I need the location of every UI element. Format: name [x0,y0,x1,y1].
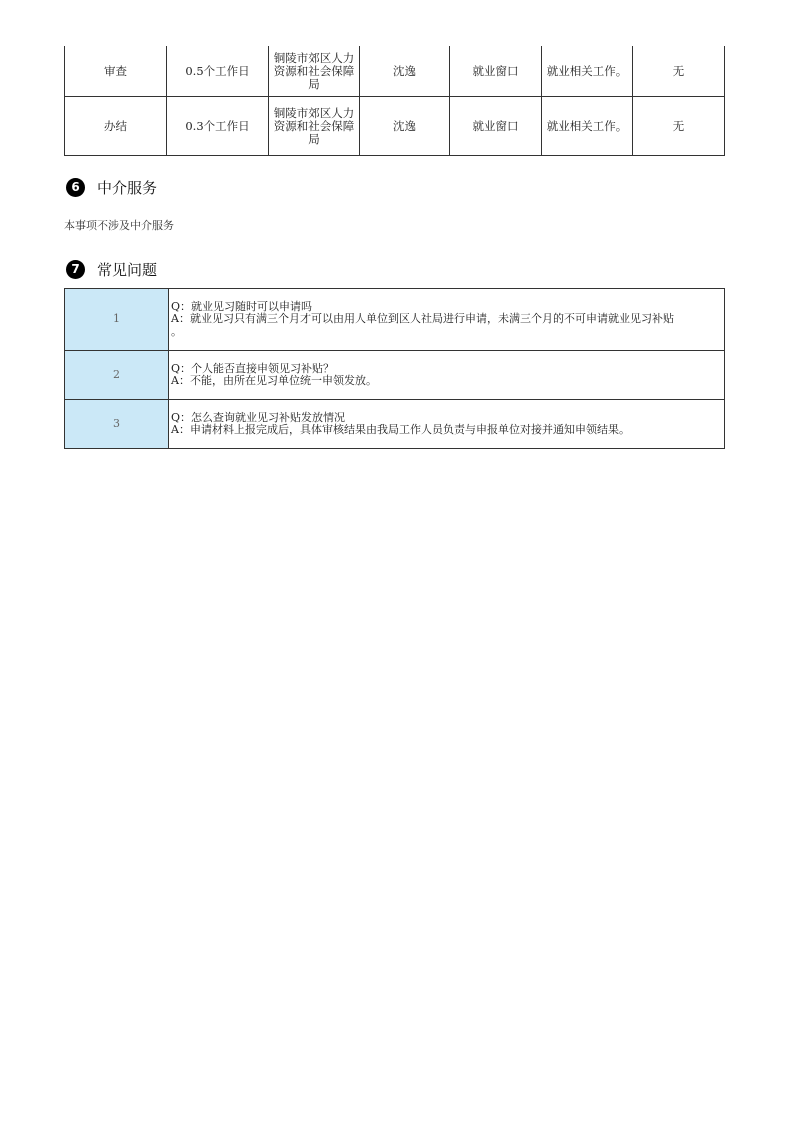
duty-cell: 就业相关工作。 [542,46,633,97]
faq-index: 2 [65,351,169,400]
faq-index: 1 [65,289,169,351]
section-heading-faq [64,258,157,280]
faq-question: Q：怎么查询就业见习补贴发放情况 [171,410,346,424]
faq-answer: A：申请材料上报完成后，具体审核结果由我局工作人员负责与申报单位对接并通知申领结果。 [171,423,630,436]
faq-content [169,289,725,351]
table-row [65,351,725,400]
faq-content [169,351,725,400]
post-cell: 就业窗口 [450,46,542,97]
faq-question: Q：个人能否直接申领见习补贴？ [171,361,335,375]
number-7-icon: 7 [66,260,85,279]
faq-table [64,288,725,449]
table-row [65,46,725,97]
person-cell: 沈逸 [360,97,450,156]
faq-content [169,400,725,449]
process-table-wrap [64,46,725,156]
duty-cell: 就业相关工作。 [542,97,633,156]
faq-answer-tail: 。 [171,324,182,338]
step-cell: 审查 [65,46,167,97]
faq-index: 3 [65,400,169,449]
person-cell: 沈逸 [360,46,450,97]
intermediary-text: 本事项不涉及中介服务 [64,219,174,232]
table-row [65,400,725,449]
step-cell: 办结 [65,97,167,156]
note-cell: 无 [633,97,725,156]
post-cell: 就业窗口 [450,97,542,156]
section-title: 中介服务 [97,178,158,197]
department-cell: 铜陵市郊区人力资源和社会保障局 [269,46,360,97]
department-cell: 铜陵市郊区人力资源和社会保障局 [269,97,360,156]
note-cell: 无 [633,46,725,97]
section-heading-intermediary [64,176,157,198]
time-limit-cell: 0.5个工作日 [167,46,269,97]
process-table [64,46,725,156]
time-limit-cell: 0.3个工作日 [167,97,269,156]
faq-question: Q：就业见习随时可以申请吗 [171,299,313,313]
faq-answer: A：不能，由所在见习单位统一申领发放。 [171,374,377,387]
faq-table-wrap [64,288,725,449]
number-6-icon: 6 [66,178,85,197]
table-row [65,97,725,156]
table-row [65,289,725,351]
section-title: 常见问题 [97,260,158,279]
faq-answer: A：就业见习只有满三个月才可以由用人单位到区人社局进行申请，未满三个月的不可申请就业见习补贴 [171,312,674,326]
